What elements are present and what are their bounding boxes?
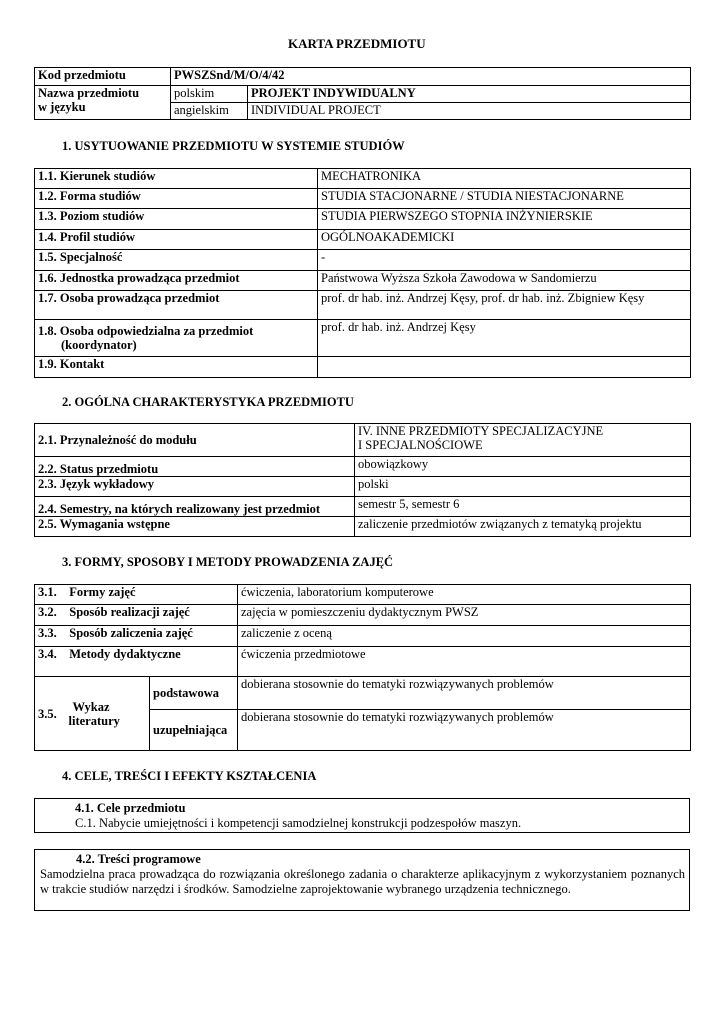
name-label-line2: w języku bbox=[38, 100, 86, 114]
s2-value: zaliczenie przedmiotów związanych z tematyką projektu bbox=[355, 517, 691, 537]
section1-title: 1. USYTUOWANIE PRZEDMIOTU W SYSTEMIE STUDIÓW bbox=[62, 139, 405, 153]
s1-value bbox=[318, 357, 691, 378]
lit-extra-label: uzupełniająca bbox=[150, 710, 238, 751]
s3-label bbox=[35, 626, 238, 647]
coordinator-label-2: (koordynator) bbox=[61, 338, 137, 352]
s2-value: semestr 5, semestr 6 bbox=[355, 497, 691, 517]
s2-label: 2.2. Status przedmiotu bbox=[35, 457, 355, 477]
s1-label: 1.9. Kontakt bbox=[35, 357, 318, 378]
lit-label-line1: Wykaz bbox=[72, 699, 110, 714]
s3-num: 3.2. bbox=[38, 605, 57, 619]
s2-label: 2.5. Wymagania wstępne bbox=[35, 517, 355, 537]
s1-label bbox=[35, 320, 318, 357]
module-line2: I SPECJALNOŚCIOWE bbox=[358, 438, 483, 452]
s3-value: zaliczenie z oceną bbox=[238, 626, 691, 647]
s1-value: OGÓLNOAKADEMICKI bbox=[318, 230, 691, 250]
s3-label bbox=[35, 647, 238, 677]
s1-value: - bbox=[318, 250, 691, 271]
goals-text: C.1. Nabycie umiejętności i kompetencji samodzielnej konstrukcji podzespołów maszyn. bbox=[75, 816, 522, 830]
name-label-line1: Nazwa przedmiotu bbox=[38, 86, 140, 100]
s1-label: 1.4. Profil studiów bbox=[35, 230, 318, 250]
s3-label-text: Formy zajęć bbox=[69, 585, 136, 599]
lit-label-line2: literatury bbox=[68, 713, 120, 728]
content-title: 4.2. Treści programowe bbox=[76, 852, 201, 866]
goals-title: 4.1. Cele przedmiotu bbox=[75, 801, 186, 815]
s1-value: prof. dr hab. inż. Andrzej Kęsy bbox=[318, 320, 691, 357]
lang-pl: polskim bbox=[171, 86, 248, 103]
s1-value: STUDIA PIERWSZEGO STOPNIA INŻYNIERSKIE bbox=[318, 209, 691, 230]
s3-num: 3.4. bbox=[38, 647, 57, 661]
s1-label: 1.2. Forma studiów bbox=[35, 189, 318, 209]
s2-value: obowiązkowy bbox=[355, 457, 691, 477]
code-label: Kod przedmiotu bbox=[35, 68, 171, 86]
s2-value: polski bbox=[355, 477, 691, 497]
lit-extra-value: dobierana stosownie do tematyki rozwiązywanych problemów bbox=[238, 710, 691, 751]
s1-label: 1.6. Jednostka prowadząca przedmiot bbox=[35, 271, 318, 291]
s1-value: Państwowa Wyższa Szkoła Zawodowa w Sandomierzu bbox=[318, 271, 691, 291]
module-line1: IV. INNE PRZEDMIOTY SPECJALIZACYJNE bbox=[358, 424, 604, 438]
s3-num: 3.1. bbox=[38, 585, 57, 599]
section2-table bbox=[34, 423, 691, 537]
code-value: PWSZSnd/M/O/4/42 bbox=[171, 68, 691, 86]
name-label bbox=[35, 86, 171, 120]
goals-box bbox=[34, 798, 690, 833]
coordinator-label: 1.8. Osoba odpowiedzialna za przedmiot bbox=[38, 324, 254, 338]
lit-basic-value: dobierana stosownie do tematyki rozwiązywanych problemów bbox=[238, 677, 691, 710]
s3-label-text: Metody dydaktyczne bbox=[69, 647, 181, 661]
content-text: Samodzielna praca prowadząca do rozwiązania określonego zadania o charakterze aplikacyjnym z wykorzystaniem poznanych w trakcie studiów narzędzi i środków. Samodzielne zaprojektowanie wybranego urządzenia technicznego. bbox=[40, 867, 685, 896]
s1-value: MECHATRONIKA bbox=[318, 169, 691, 189]
lang-en: angielskim bbox=[171, 103, 248, 120]
s1-label: 1.1. Kierunek studiów bbox=[35, 169, 318, 189]
name-pl: PROJEKT INDYWIDUALNY bbox=[248, 86, 691, 103]
lit-label bbox=[66, 677, 150, 751]
s3-label bbox=[35, 585, 238, 605]
section3-table bbox=[34, 584, 691, 751]
s2-value bbox=[355, 424, 691, 457]
s3-value: ćwiczenia, laboratorium komputerowe bbox=[238, 585, 691, 605]
content-box bbox=[34, 849, 690, 911]
s2-label: 2.3. Język wykładowy bbox=[35, 477, 355, 497]
s1-label: 1.3. Poziom studiów bbox=[35, 209, 318, 230]
lit-basic-label: podstawowa bbox=[150, 677, 238, 710]
s1-label: 1.7. Osoba prowadząca przedmiot bbox=[35, 291, 318, 320]
s1-label: 1.5. Specjalność bbox=[35, 250, 318, 271]
subject-header-table bbox=[34, 67, 691, 120]
s2-label: 2.4. Semestry, na których realizowany jest przedmiot bbox=[35, 497, 355, 517]
s3-value: ćwiczenia przedmiotowe bbox=[238, 647, 691, 677]
section3-title: 3. FORMY, SPOSOBY I METODY PROWADZENIA ZAJĘĆ bbox=[62, 555, 394, 569]
page-title: KARTA PRZEDMIOTU bbox=[288, 36, 426, 51]
s3-label-text: Sposób realizacji zajęć bbox=[69, 605, 190, 619]
section1-table bbox=[34, 168, 691, 378]
section4-title: 4. CELE, TREŚCI I EFEKTY KSZTAŁCENIA bbox=[62, 769, 317, 783]
s3-num: 3.3. bbox=[38, 626, 57, 640]
s3-label bbox=[35, 605, 238, 626]
s2-label: 2.1. Przynależność do modułu bbox=[35, 424, 355, 457]
name-en: INDIVIDUAL PROJECT bbox=[248, 103, 691, 120]
section2-title: 2. OGÓLNA CHARAKTERYSTYKA PRZEDMIOTU bbox=[62, 395, 354, 409]
s3-label-text: Sposób zaliczenia zajęć bbox=[69, 626, 193, 640]
lit-num: 3.5. bbox=[35, 677, 66, 751]
s1-value: STUDIA STACJONARNE / STUDIA NIESTACJONARNE bbox=[318, 189, 691, 209]
s3-value: zajęcia w pomieszczeniu dydaktycznym PWSZ bbox=[238, 605, 691, 626]
s1-value: prof. dr hab. inż. Andrzej Kęsy, prof. dr hab. inż. Zbigniew Kęsy bbox=[318, 291, 691, 320]
